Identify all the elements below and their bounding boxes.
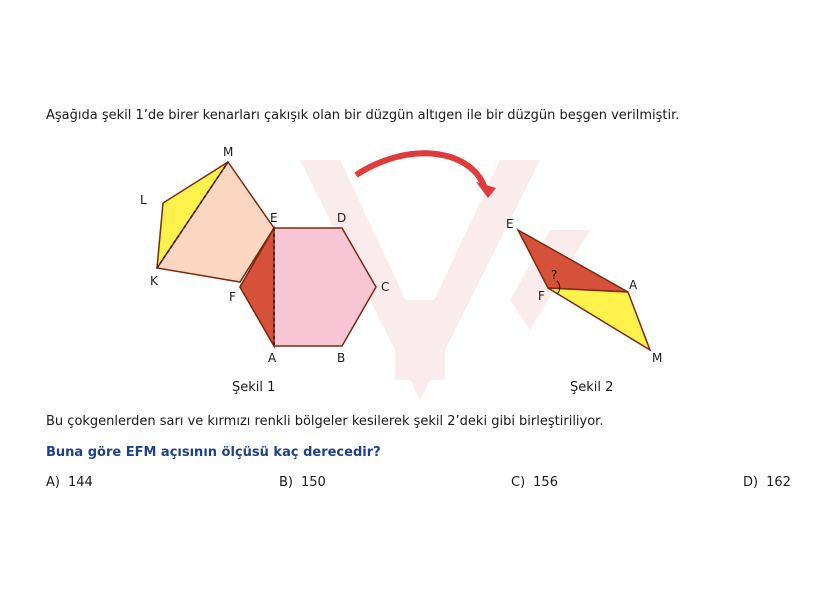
label-F2: F xyxy=(538,289,545,303)
figure-2-caption: Şekil 2 xyxy=(570,380,614,395)
option-d[interactable] xyxy=(743,475,791,490)
yellow-triangle-FAM-moved xyxy=(548,288,650,350)
label-E: E xyxy=(270,211,278,225)
label-M: M xyxy=(223,145,234,159)
option-b[interactable] xyxy=(279,475,326,490)
option-c-letter: C) xyxy=(511,475,526,490)
label-E2: E xyxy=(506,217,514,231)
question-text: Buna göre EFM açısının ölçüsü kaç derecedir? xyxy=(46,445,381,460)
label-A2: A xyxy=(629,278,638,292)
option-b-letter: B) xyxy=(279,475,293,490)
label-M2: M xyxy=(652,351,663,365)
option-c-value: 156 xyxy=(533,475,558,490)
transform-arrow xyxy=(356,153,496,198)
label-A: A xyxy=(268,351,277,365)
option-b-value: 150 xyxy=(301,475,326,490)
angle-question-mark: ? xyxy=(551,268,558,282)
option-d-value: 162 xyxy=(766,475,791,490)
description-text: Bu çokgenlerden sarı ve kırmızı renkli bölgeler kesilerek şekil 2’deki gibi birleştiriliyor. xyxy=(46,414,604,429)
option-c[interactable] xyxy=(511,475,558,490)
label-F: F xyxy=(229,290,236,304)
option-a[interactable] xyxy=(46,475,93,490)
figure-1 xyxy=(140,145,389,395)
label-C: C xyxy=(381,280,390,294)
option-a-letter: A) xyxy=(46,475,60,490)
label-K: K xyxy=(150,274,158,288)
label-D: D xyxy=(337,211,347,225)
label-L: L xyxy=(140,193,147,207)
option-a-value: 144 xyxy=(67,475,93,490)
option-d-letter: D) xyxy=(743,475,759,490)
figure-1-caption: Şekil 1 xyxy=(232,380,276,395)
intro-text: Aşağıda şekil 1’de birer kenarları çakışık olan bir düzgün altıgen ile bir düzgün beşgen verilmiştir. xyxy=(46,108,680,123)
label-B: B xyxy=(337,351,346,365)
